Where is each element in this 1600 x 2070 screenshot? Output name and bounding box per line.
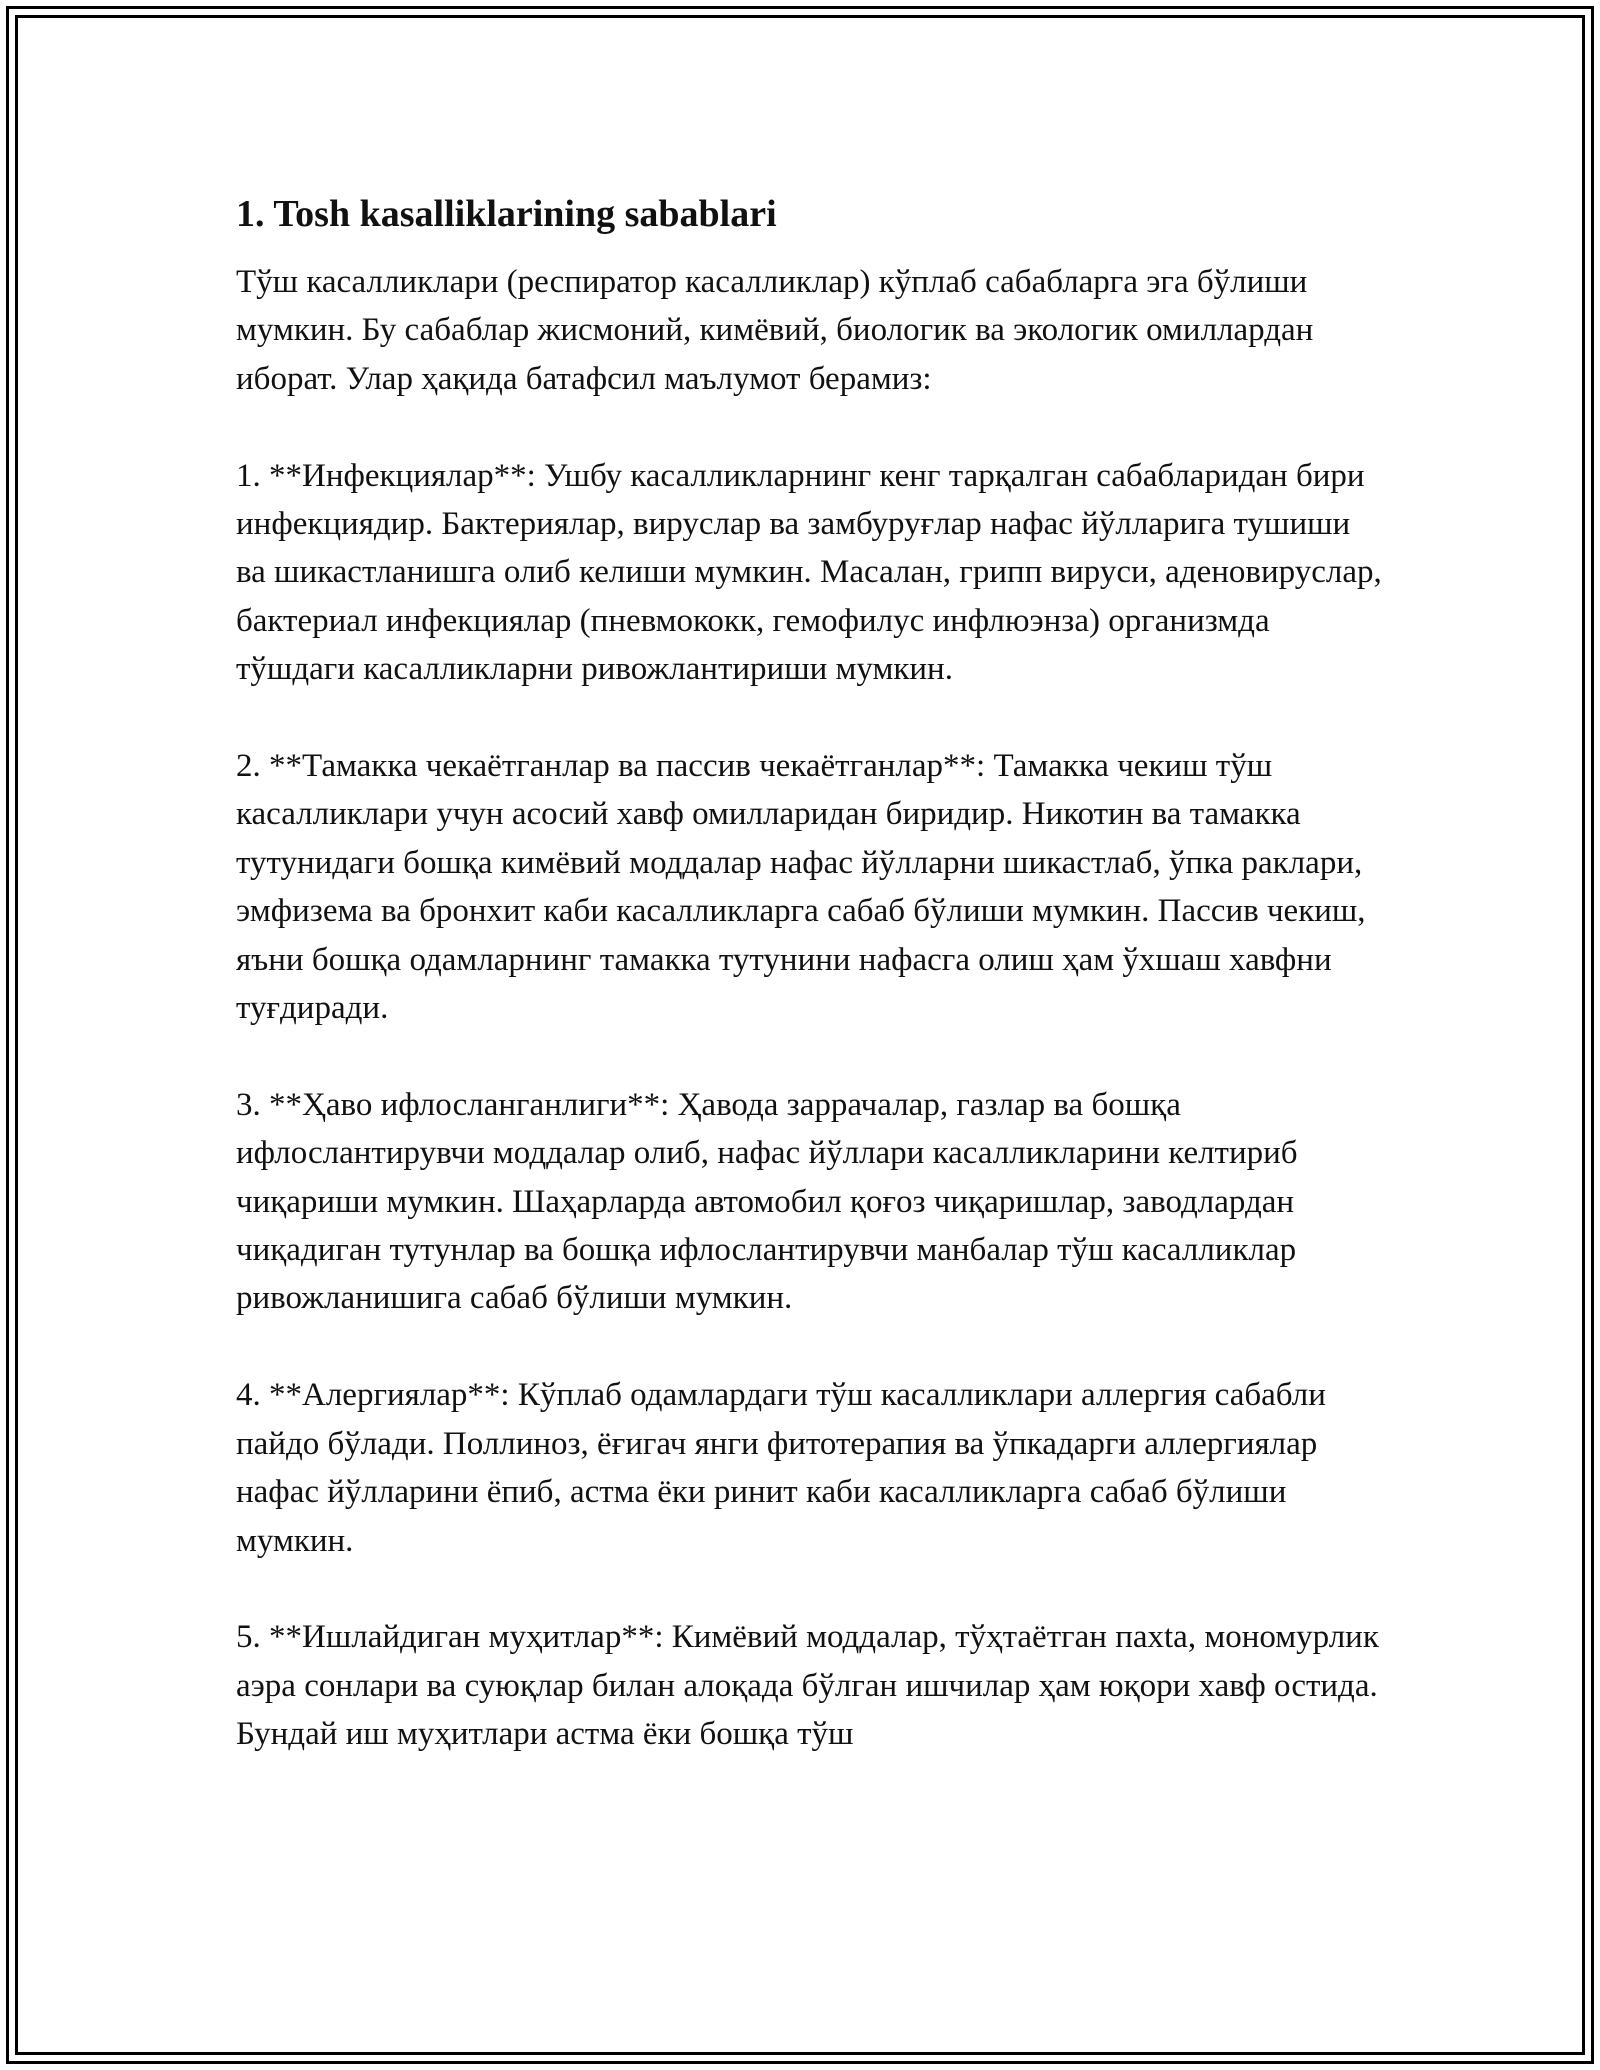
list-item-air-pollution: 3. **Ҳаво ифлосланганлиги**: Ҳаводa заррачалар, газлар ва бошқа ифлослантирувчи моддалар олиб, нафас йўллари касалликларини келтириб чиқариши мумкин. Шаҳарларда автомобил қоғоз чиқаришлар, заводлардан чиқадиган тутунлар ва бошқа ифлослантирувчи манбалар тўш касалликлар ривожланишига сабаб бўлиши мумкин. [236, 1086, 1298, 1317]
list-item-allergies: 4. **Алергиялар**: Кўплаб одамлардаги тўш касалликлари аллергия сабабли пайдо бўлади. Поллиноз, ёғигач янги фитотерапия ва ўпкадарги аллергиялар нафас йўлларини ёпиб, астма ёки ринит каби касалликларга сабаб бўлиши мумкин. [236, 1377, 1326, 1559]
list-item-work-environments: 5. **Ишлайдиган муҳитлар**: Кимёвий моддалар, тўҳтаётган пахta, мономурлик аэра сонлари ва суюқлар билан алоқада бўлган ишчилар ҳам юқори хавф остида. Бундай иш муҳитлари астма ёки бошқа тўш [236, 1619, 1379, 1753]
list-item-infections: 1. **Инфекциялар**: Ушбу касалликларнинг кенг тарқалган сабабларидан бири инфекциядир. Бактериялар, вируслар ва замбуруғлар нафас йўлларига тушиши ва шикастланишга олиб келиши мумкин. Масалан, грипп вируси, аденовируслар, бактериал инфекциялар (пневмококк, гемофилус инфлюэнза) организмда тўшдаги касалликларни ривожлантириши мумкин. [236, 457, 1382, 688]
document-title: 1. Tosh kasalliklarining sabablari [236, 193, 777, 235]
list-item-smoking: 2. **Тамакка чекаётганлар ва пассив чекаётганлар**: Тамакка чекиш тўш касалликлари учун асосий хавф омилларидан биридир. Никотин ва тамакка тутунидаги бошқа кимёвий моддалар нафас йўлларни шикастлаб, ўпка раклари, эмфизема ва бронхит каби касалликларга сабаб бўлиши мумкин. Пассив чекиш, яъни бошқа одамларнинг тамакка тутунини нафасга олиш ҳам ўхшаш хавфни туғдиради. [236, 748, 1366, 1027]
document-body [236, 190, 1386, 1807]
intro-paragraph: Тўш касалликлари (респиратор касалликлар) кўплаб сабабларга эга бўлиши мумкин. Бу сабаблар жисмоний, кимёвий, биологик ва экологик омиллардан иборат. Улар ҳақида батафсил маълумот берамиз: [236, 264, 1314, 397]
